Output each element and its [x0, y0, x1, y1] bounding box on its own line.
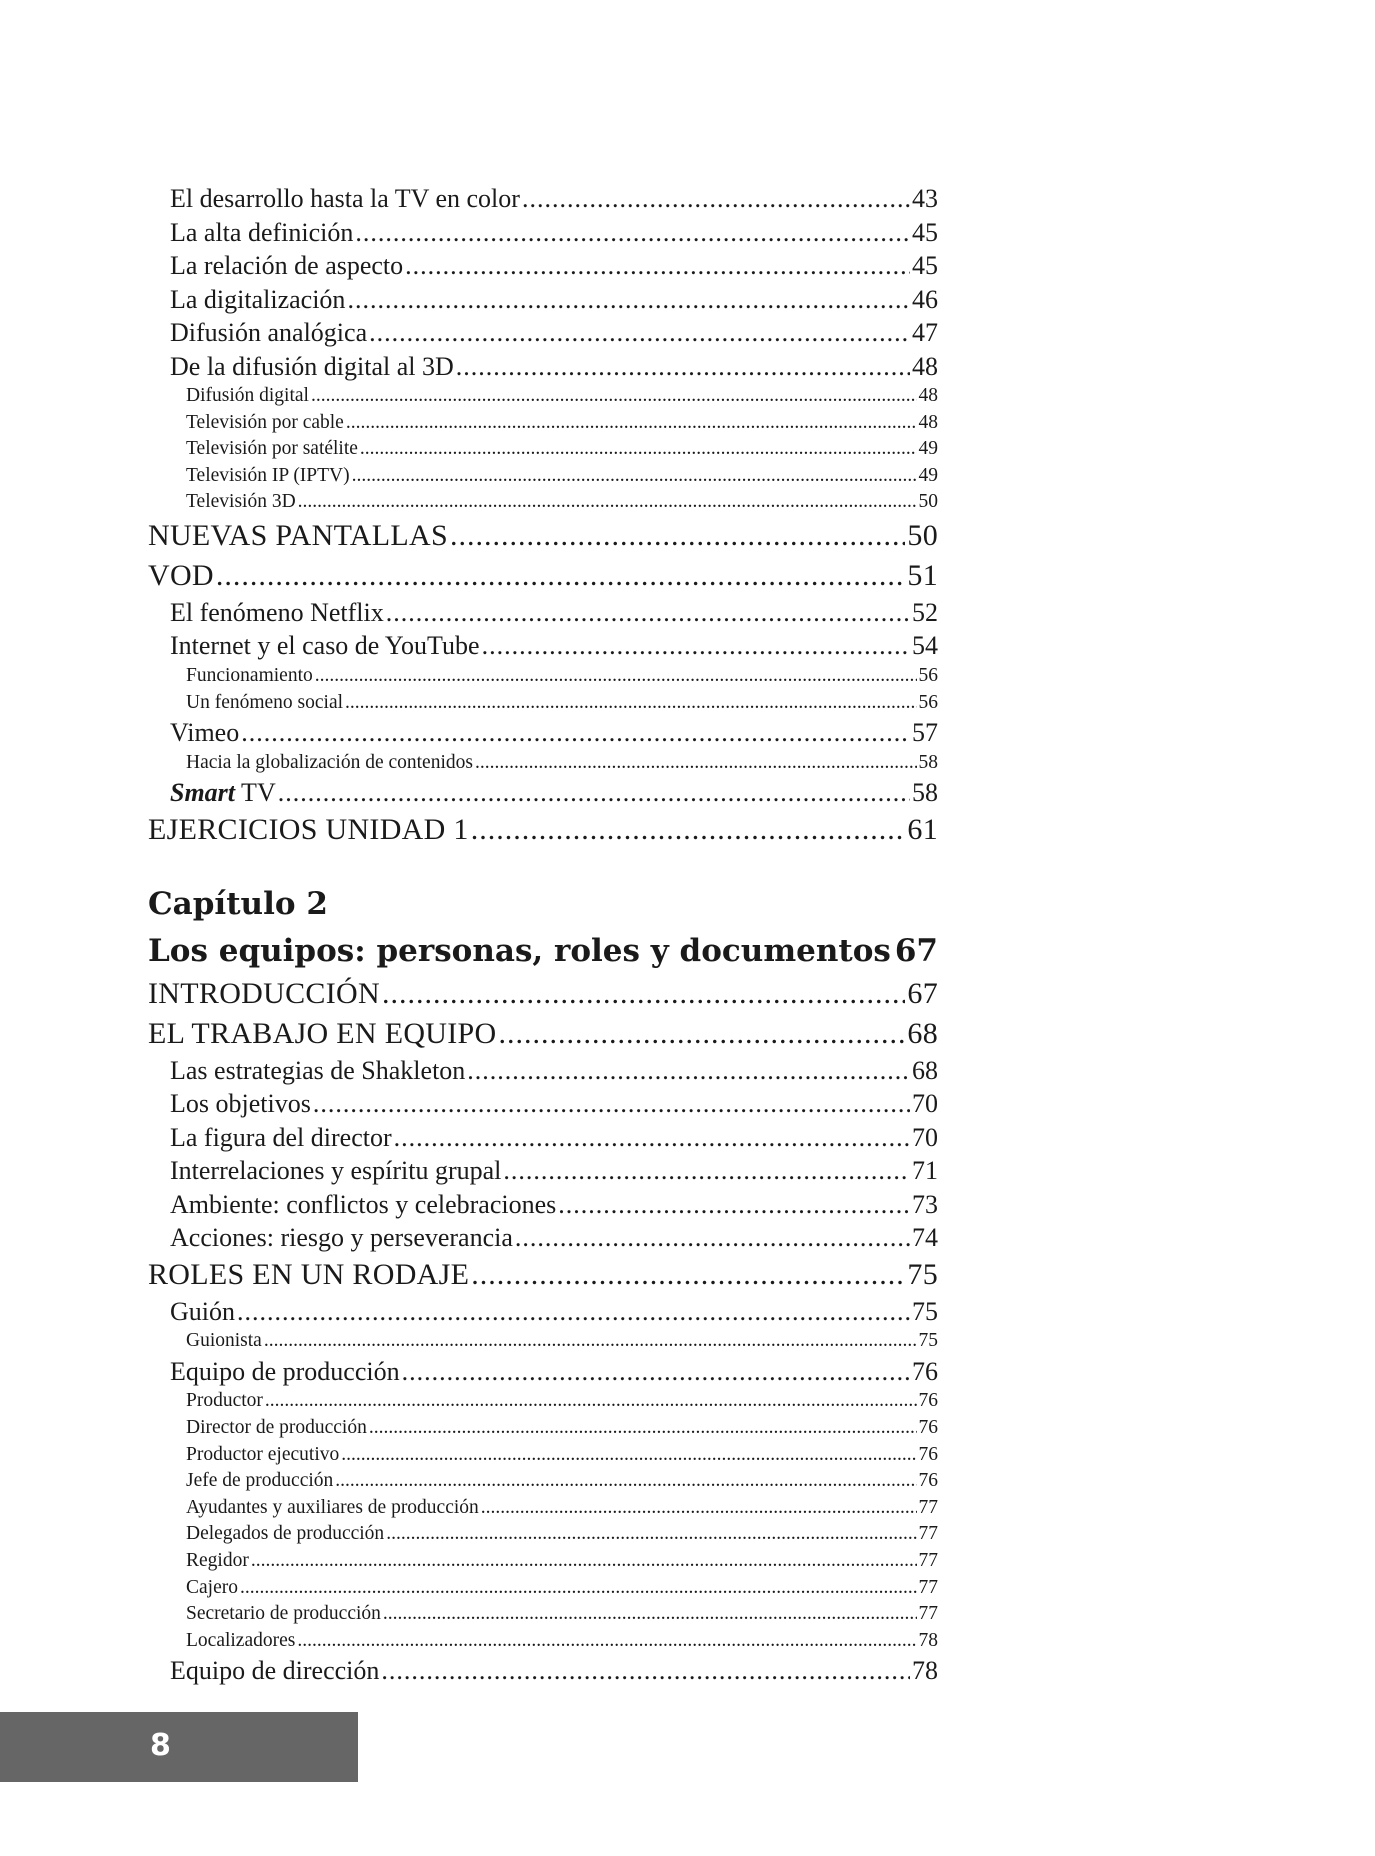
toc-dot-leader — [405, 249, 910, 283]
toc-dot-leader — [315, 663, 917, 690]
toc-dot-leader — [237, 1295, 910, 1329]
toc-entry-title: Productor ejecutivo — [186, 1443, 340, 1465]
toc-entry-title: Localizadores — [186, 1629, 296, 1651]
toc-entry[interactable] — [148, 249, 938, 283]
toc-dot-leader — [386, 1521, 916, 1548]
toc-section-entry[interactable] — [148, 1255, 938, 1295]
toc-entry-title: INTRODUCCIÓN — [148, 976, 380, 1010]
toc-entry[interactable] — [148, 1654, 938, 1688]
toc-entry-title: Regidor — [186, 1549, 249, 1571]
toc-entry-title: Difusión analógica — [170, 318, 368, 347]
toc-entry-page: 68 — [907, 1016, 938, 1050]
toc-dot-leader — [298, 489, 917, 516]
toc-entry-page: 76 — [918, 1390, 938, 1412]
toc-dot-leader — [471, 810, 906, 850]
toc-entry[interactable] — [148, 436, 938, 463]
toc-entry-page: 76 — [918, 1416, 938, 1438]
toc-entry-page: 68 — [912, 1055, 938, 1085]
toc-entry-title: Equipo de producción — [170, 1356, 400, 1386]
toc-entry-page: 52 — [912, 597, 938, 627]
toc-entry-page: 71 — [912, 1156, 938, 1186]
toc-entry-title: La figura del director — [170, 1122, 392, 1152]
toc-entry-title: La relación de aspecto — [170, 251, 404, 280]
toc-section-entry[interactable] — [148, 1014, 938, 1054]
toc-entry-title: EL TRABAJO EN EQUIPO — [148, 1016, 497, 1050]
toc-dot-leader — [382, 974, 905, 1014]
toc-entry-title: Ambiente: conflictos y celebraciones — [170, 1189, 557, 1219]
toc-dot-leader — [383, 1601, 917, 1628]
toc-entry-page: 67 — [894, 932, 938, 969]
toc-entry-page: 58 — [912, 778, 938, 808]
toc-dot-leader — [558, 1188, 910, 1222]
toc-dot-leader — [265, 1388, 917, 1415]
toc-entry[interactable] — [148, 410, 938, 437]
toc-entry-title: La alta definición — [170, 217, 354, 247]
toc-entry[interactable] — [148, 1548, 938, 1575]
toc-entry[interactable] — [148, 1388, 938, 1415]
toc-dot-leader — [347, 283, 910, 317]
toc-entry-title: ROLES EN UN RODAJE — [148, 1257, 470, 1291]
toc-entry-title-emphasis: Smart — [170, 778, 236, 808]
page-number: 8 — [150, 1728, 171, 1763]
toc-chapter-entry[interactable] — [148, 928, 938, 974]
toc-entry[interactable] — [148, 596, 938, 630]
toc-entry-title: Televisión 3D — [186, 491, 296, 513]
toc-entry[interactable] — [148, 283, 938, 317]
toc-entry-page: 61 — [907, 812, 938, 846]
toc-dot-leader — [355, 216, 910, 250]
toc-entry-title: Guionista — [186, 1330, 262, 1352]
toc-dot-leader — [216, 556, 905, 596]
toc-entry[interactable] — [148, 1054, 938, 1088]
toc-entry[interactable] — [148, 1087, 938, 1121]
toc-dot-leader — [240, 1575, 917, 1602]
toc-section-entry[interactable] — [148, 810, 938, 850]
toc-dot-leader — [467, 1054, 910, 1088]
toc-entry-page: 76 — [918, 1470, 938, 1492]
toc-entry-title: De la difusión digital al 3D — [170, 351, 454, 381]
toc-entry[interactable] — [148, 629, 938, 663]
toc-dot-leader — [369, 316, 910, 350]
toc-dot-leader — [346, 410, 917, 437]
toc-entry-title: Cajero — [186, 1576, 238, 1598]
toc-entry-title: Televisión por cable — [186, 411, 344, 433]
spacer — [148, 850, 938, 880]
toc-entry-page: 75 — [912, 1296, 938, 1326]
toc-entry-title: Los objetivos — [170, 1089, 311, 1119]
toc-entry[interactable] — [148, 1328, 938, 1355]
toc-dot-leader — [345, 690, 916, 717]
toc-entry-page: 45 — [912, 251, 938, 280]
toc-entry-page: 47 — [912, 318, 938, 347]
toc-entry-page: 75 — [918, 1330, 938, 1352]
toc-entry-page: 54 — [912, 631, 938, 661]
toc-entry-title: VOD — [148, 558, 214, 592]
toc-entry-page: 48 — [912, 351, 938, 381]
toc-entry[interactable] — [148, 1355, 938, 1389]
toc-entry[interactable] — [148, 1121, 938, 1155]
toc-entry-title: Jefe de producción — [186, 1470, 334, 1492]
toc-dot-leader — [475, 750, 917, 777]
toc-entry[interactable] — [148, 1154, 938, 1188]
toc-entry-page: 50 — [907, 518, 938, 552]
toc-entry-page: 76 — [912, 1356, 938, 1386]
toc-entry-page: 67 — [907, 976, 938, 1010]
page-number-tab — [0, 1712, 358, 1782]
toc-entry[interactable] — [148, 1575, 938, 1602]
toc-entry[interactable] — [148, 383, 938, 410]
toc-entry-title: Televisión IP (IPTV) — [186, 464, 350, 486]
toc-entry[interactable] — [148, 350, 938, 384]
toc-entry[interactable] — [148, 182, 938, 216]
toc-entry-page: 78 — [918, 1629, 938, 1651]
toc-entry-title: NUEVAS PANTALLAS — [148, 518, 448, 552]
toc-entry-page: 75 — [907, 1257, 938, 1291]
toc-entry-page: 70 — [912, 1089, 938, 1119]
toc-entry-title: Guión — [170, 1296, 235, 1326]
toc-entry-page: 56 — [918, 664, 938, 686]
toc-entry-title: Un fenómeno social — [186, 691, 344, 713]
toc-dot-leader — [311, 383, 917, 410]
toc-entry-page: 45 — [912, 217, 938, 247]
toc-entry-title: Difusión digital — [186, 385, 309, 406]
toc-dot-leader — [471, 1255, 905, 1295]
toc-dot-leader — [522, 182, 910, 216]
toc-entry[interactable] — [148, 1601, 938, 1628]
toc-entry-page: 48 — [918, 385, 938, 406]
toc-entry-title: El desarrollo hasta la TV en color — [170, 184, 520, 213]
toc-entry[interactable] — [148, 663, 938, 690]
toc-entry-page: 78 — [912, 1656, 938, 1686]
toc-entry-title: Vimeo — [170, 718, 240, 748]
toc-entry-title: Equipo de dirección — [170, 1656, 380, 1686]
toc-entry[interactable] — [148, 776, 938, 810]
toc-entry-page: 74 — [912, 1223, 938, 1253]
toc-entry[interactable] — [148, 1442, 938, 1469]
toc-entry-title: Los equipos: personas, roles y documentos — [148, 932, 891, 969]
toc-entry[interactable] — [148, 716, 938, 750]
toc-entry-title: Acciones: riesgo y perseverancia — [170, 1223, 513, 1253]
toc-entry-title: Funcionamiento — [186, 664, 313, 686]
toc-entry-page: 77 — [918, 1496, 938, 1518]
toc-entry[interactable] — [148, 216, 938, 250]
toc-entry-title: Secretario de producción — [186, 1603, 381, 1625]
toc-dot-leader — [264, 1328, 917, 1355]
toc-entry[interactable] — [148, 489, 938, 516]
toc-entry-page: 76 — [918, 1443, 938, 1465]
toc-dot-leader — [335, 1468, 916, 1495]
toc-entry[interactable] — [148, 316, 938, 350]
toc-entry-page: 49 — [918, 438, 938, 460]
toc-entry-title: Interrelaciones y espíritu grupal — [170, 1156, 502, 1186]
toc-entry-title-wrap — [170, 776, 276, 810]
toc-section-entry[interactable] — [148, 516, 938, 556]
toc-entry-page: 50 — [918, 491, 938, 513]
toc-dot-leader — [341, 1442, 916, 1469]
toc-dot-leader — [481, 1495, 917, 1522]
toc-entry-page: 70 — [912, 1122, 938, 1152]
toc-entry[interactable] — [148, 1628, 938, 1655]
toc-dot-leader — [402, 1355, 910, 1389]
toc-dot-leader — [241, 716, 910, 750]
toc-entry[interactable] — [148, 1415, 938, 1442]
toc-entry-page: 51 — [907, 558, 938, 592]
toc-entry-page: 58 — [918, 751, 938, 773]
toc-entry-title: Internet y el caso de YouTube — [170, 631, 480, 661]
toc-dot-leader — [503, 1154, 910, 1188]
toc-section-entry[interactable] — [148, 974, 938, 1014]
toc-entry-page: 43 — [912, 184, 938, 213]
toc-dot-leader — [499, 1014, 906, 1054]
toc-dot-leader — [394, 1121, 910, 1155]
toc-entry-page: 77 — [918, 1576, 938, 1598]
toc-section-entry[interactable] — [148, 556, 938, 596]
toc-entry-page: 57 — [912, 718, 938, 748]
toc-dot-leader — [313, 1087, 910, 1121]
toc-dot-leader — [369, 1415, 917, 1442]
toc-dot-leader — [251, 1548, 917, 1575]
toc-entry-title: EJERCICIOS UNIDAD 1 — [148, 812, 469, 846]
toc-dot-leader — [360, 436, 917, 463]
toc-entry-page: 46 — [912, 284, 938, 314]
toc-entry[interactable] — [148, 1188, 938, 1222]
toc-entry-title: Televisión por satélite — [186, 438, 358, 460]
toc-entry-page: 77 — [918, 1549, 938, 1571]
toc-entry[interactable] — [148, 1468, 938, 1495]
toc-entry-title: La digitalización — [170, 284, 346, 314]
toc-entry-page: 56 — [918, 691, 938, 713]
toc-entry-title: Las estrategias de Shakleton — [170, 1055, 466, 1085]
toc-entry[interactable] — [148, 1521, 938, 1548]
toc-entry-title: Productor — [186, 1390, 263, 1412]
toc-dot-leader — [456, 350, 910, 384]
toc-entry-title: Ayudantes y auxiliares de producción — [186, 1496, 479, 1518]
toc-dot-leader — [386, 596, 910, 630]
toc-entry-title: Hacia la globalización de contenidos — [186, 751, 473, 773]
toc-entry-page: 49 — [918, 464, 938, 486]
toc-dot-leader — [482, 629, 910, 663]
chapter-label: Capítulo 2 — [148, 885, 328, 922]
toc-entry-page: 77 — [918, 1523, 938, 1545]
toc-dot-leader — [278, 776, 910, 810]
toc-dot-leader — [297, 1628, 916, 1655]
toc-entry-title: El fenómeno Netflix — [170, 597, 384, 627]
toc-dot-leader — [450, 516, 905, 556]
toc-entry[interactable] — [148, 463, 938, 490]
toc-entry-title: Delegados de producción — [186, 1523, 385, 1545]
toc-entry-page: 77 — [918, 1603, 938, 1625]
toc-entry-page: 73 — [912, 1189, 938, 1219]
toc-entry[interactable] — [148, 690, 938, 717]
toc-entry[interactable] — [148, 1221, 938, 1255]
toc-dot-leader — [515, 1221, 910, 1255]
toc-dot-leader — [352, 463, 917, 490]
toc-entry-title: Director de producción — [186, 1416, 367, 1438]
toc-entry[interactable] — [148, 1295, 938, 1329]
toc-dot-leader — [381, 1654, 910, 1688]
table-of-contents — [148, 182, 938, 1688]
toc-entry[interactable] — [148, 1495, 938, 1522]
toc-entry-page: 48 — [918, 411, 938, 433]
toc-entry-title: TV — [235, 778, 276, 808]
toc-entry[interactable] — [148, 750, 938, 777]
